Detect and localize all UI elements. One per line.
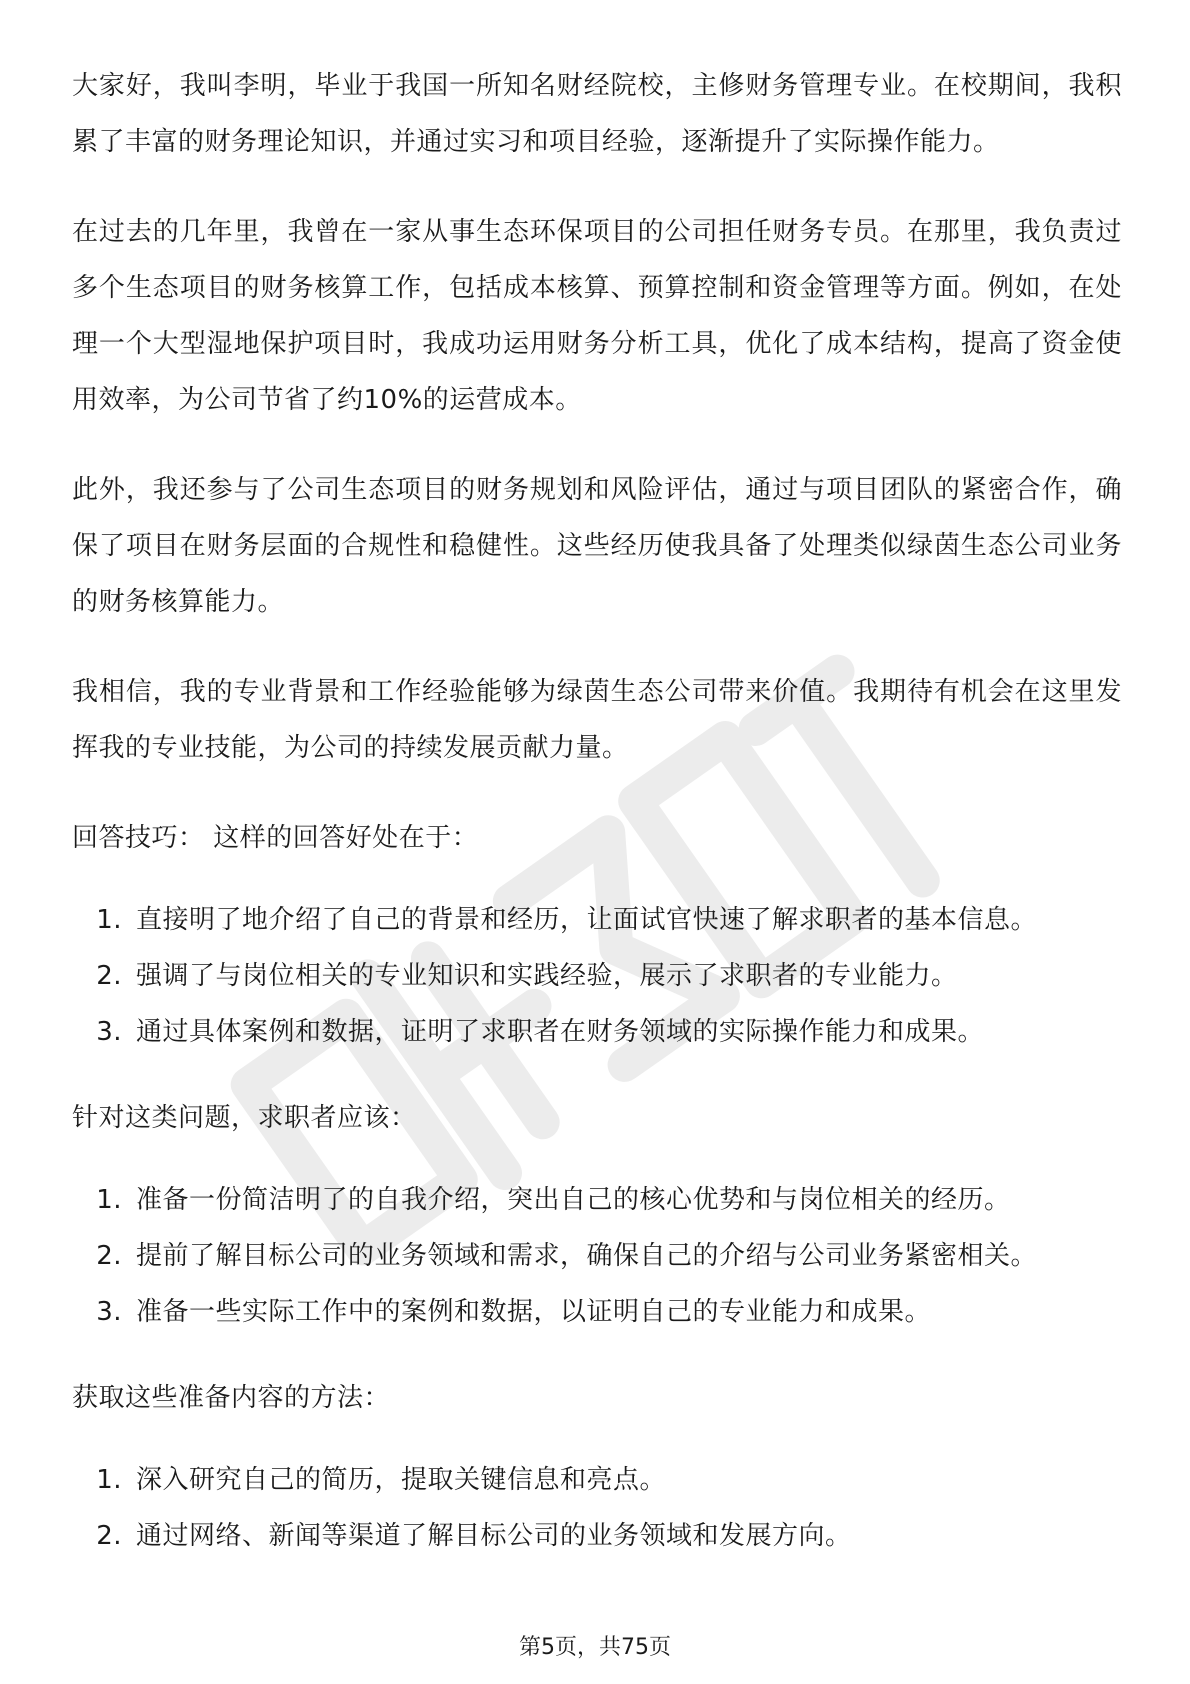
list-number: 1. bbox=[96, 1465, 122, 1495]
page-number: 第5页，共75页 bbox=[519, 1635, 671, 1660]
section-heading-methods: 获取这些准备内容的方法： bbox=[72, 1383, 391, 1413]
list-item bbox=[72, 892, 1122, 948]
list-number: 2. bbox=[96, 1521, 122, 1551]
list-number: 2. bbox=[96, 1241, 122, 1271]
list-item bbox=[72, 1228, 1122, 1284]
list-text: 准备一些实际工作中的案例和数据，以证明自己的专业能力和成果。 bbox=[136, 1297, 932, 1327]
paragraph-experience: 在过去的几年里，我曾在一家从事生态环保项目的公司担任财务专员。在那里，我负责过多个生态项目的财务核算工作，包括成本核算、预算控制和资金管理等方面。例如，在处理一个大型湿地保护项目时，我成功运用财务分析工具，优化了成本结构，提高了资金使用效率，为公司节省了约10%的运营成本。 bbox=[72, 217, 1122, 415]
section-heading-tips: 回答技巧： 这样的回答好处在于： bbox=[72, 823, 479, 853]
advice-list bbox=[72, 1172, 1122, 1340]
paragraph-additional: 此外，我还参与了公司生态项目的财务规划和风险评估，通过与项目团队的紧密合作，确保了项目在财务层面的合规性和稳健性。这些经历使我具备了处理类似绿茵生态公司业务的财务核算能力。 bbox=[72, 475, 1122, 617]
list-number: 3. bbox=[96, 1297, 122, 1327]
list-text: 直接明了地介绍了自己的背景和经历，让面试官快速了解求职者的基本信息。 bbox=[136, 905, 1038, 935]
list-item bbox=[72, 1452, 1122, 1508]
list-item bbox=[72, 1508, 1122, 1564]
list-number: 3. bbox=[96, 1017, 122, 1047]
list-text: 深入研究自己的简历，提取关键信息和亮点。 bbox=[136, 1465, 667, 1495]
list-text: 准备一份简洁明了的自我介绍，突出自己的核心优势和与岗位相关的经历。 bbox=[136, 1185, 1011, 1215]
list-number: 2. bbox=[96, 961, 122, 991]
list-text: 强调了与岗位相关的专业知识和实践经验，展示了求职者的专业能力。 bbox=[136, 961, 958, 991]
main-content bbox=[72, 58, 1122, 1594]
list-item bbox=[72, 1284, 1122, 1340]
list-number: 1. bbox=[96, 905, 122, 935]
section-heading-advice: 针对这类问题，求职者应该： bbox=[72, 1103, 417, 1133]
methods-list bbox=[72, 1452, 1122, 1564]
list-text: 通过网络、新闻等渠道了解目标公司的业务领域和发展方向。 bbox=[136, 1521, 852, 1551]
tips-list bbox=[72, 892, 1122, 1060]
paragraph-closing: 我相信，我的专业背景和工作经验能够为绿茵生态公司带来价值。我期待有机会在这里发挥我的专业技能，为公司的持续发展贡献力量。 bbox=[72, 677, 1122, 763]
list-item bbox=[72, 1004, 1122, 1060]
list-item bbox=[72, 948, 1122, 1004]
list-item bbox=[72, 1172, 1122, 1228]
list-number: 1. bbox=[96, 1185, 122, 1215]
list-text: 通过具体案例和数据，证明了求职者在财务领域的实际操作能力和成果。 bbox=[136, 1017, 985, 1047]
list-text: 提前了解目标公司的业务领域和需求，确保自己的介绍与公司业务紧密相关。 bbox=[136, 1241, 1038, 1271]
paragraph-intro: 大家好，我叫李明，毕业于我国一所知名财经院校，主修财务管理专业。在校期间，我积累了丰富的财务理论知识，并通过实习和项目经验，逐渐提升了实际操作能力。 bbox=[72, 71, 1122, 157]
